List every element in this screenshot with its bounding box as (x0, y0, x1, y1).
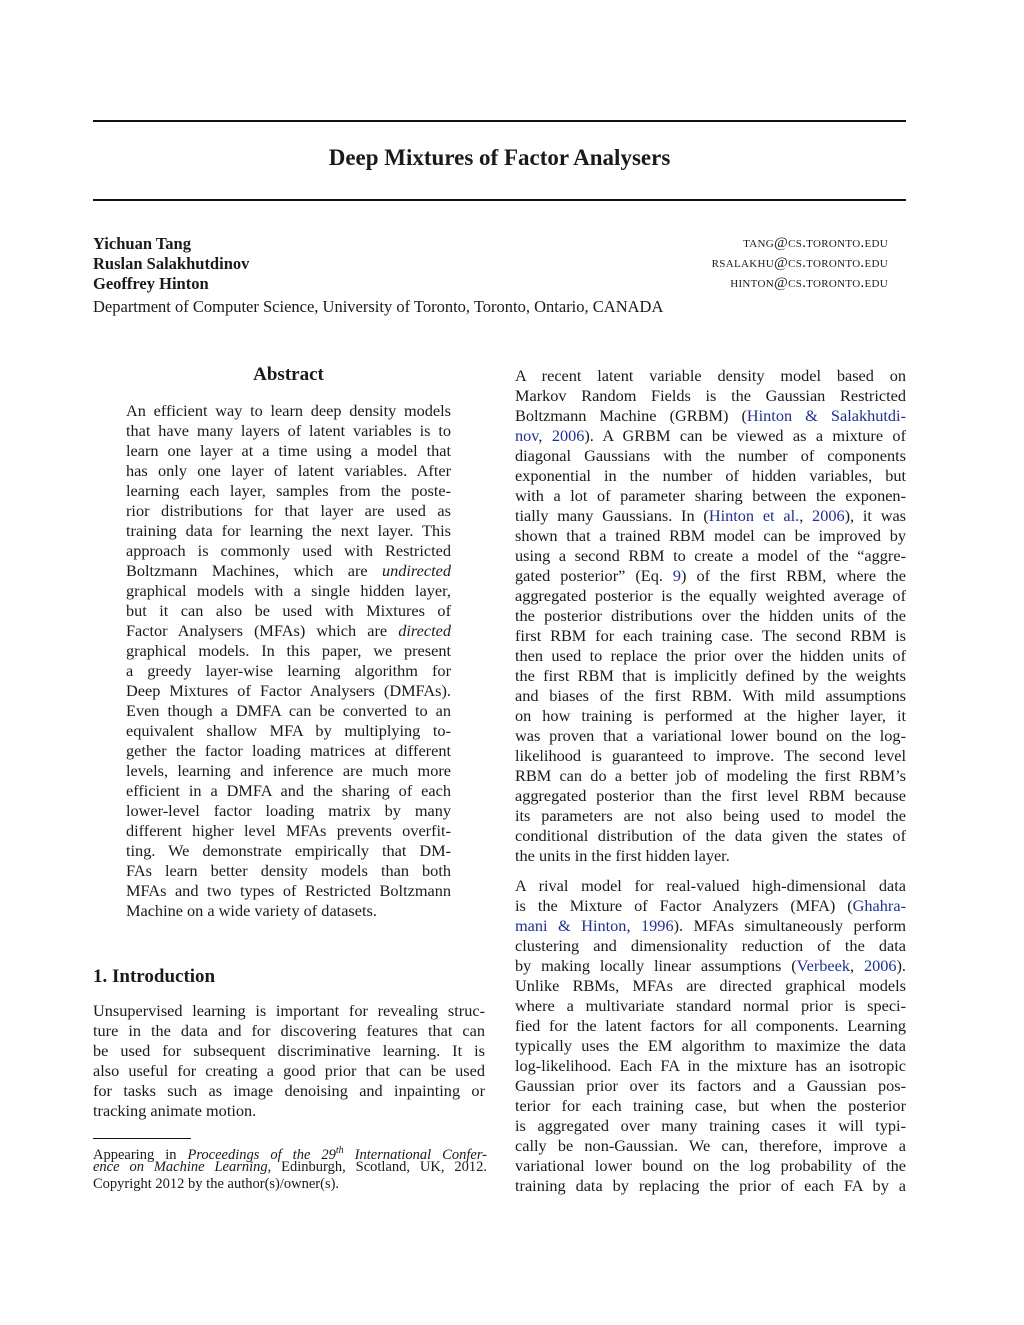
text-segment: likelihood is guaranteed to improve. The second level (515, 746, 906, 765)
text-segment: first RBM for each training case. The second RBM is (515, 626, 906, 645)
text-line (93, 1142, 487, 1163)
text-line (126, 521, 451, 541)
text-line (126, 861, 451, 881)
text-segment: has only one layer of latent variables. After (126, 461, 451, 480)
text-segment: , (538, 426, 552, 445)
text-line (515, 1156, 906, 1176)
text-line (515, 426, 906, 446)
text-line (515, 646, 906, 666)
text-line (93, 1176, 487, 1193)
italic-text: International Confer- (343, 1146, 487, 1163)
section-heading-introduction: 1. Introduction (93, 966, 216, 987)
text-segment: on how training is performed at the higher layer, it (515, 706, 906, 725)
text-segment: Deep Mixtures of Factor Analysers (DMFAs). (126, 681, 451, 700)
author-name: Ruslan Salakhutdinov (93, 254, 250, 273)
text-segment: then used to replace the prior over the hidden units of (515, 646, 906, 665)
text-segment: cally be non-Gaussian. We can, therefore, improve a (515, 1136, 906, 1155)
text-line (515, 996, 906, 1016)
text-line (515, 826, 906, 846)
text-line (126, 641, 451, 661)
text-segment: by making locally linear assumptions ( (515, 956, 797, 975)
text-line (126, 421, 451, 441)
text-line (93, 1101, 485, 1121)
text-segment: where a multivariate standard normal prior is speci- (515, 996, 906, 1015)
text-segment: levels, learning and inference are much more (126, 761, 451, 780)
text-line (93, 1041, 485, 1061)
text-line (515, 936, 906, 956)
text-segment: Factor Analysers (MFAs) which are (126, 621, 399, 640)
text-segment: training data for learning the next layer. This (126, 521, 451, 540)
text-segment: the posterior distributions over the hidden units of the (515, 606, 906, 625)
text-line (126, 441, 451, 461)
text-segment: the units in the first hidden layer. (515, 846, 730, 865)
text-line (515, 566, 906, 586)
text-segment: a greedy layer-wise learning algorithm for (126, 661, 451, 680)
text-line (515, 876, 906, 896)
text-line (515, 916, 906, 936)
text-segment: Unsupervised learning is important for revealing struc- (93, 1001, 485, 1020)
text-line (515, 1036, 906, 1056)
text-segment: is aggregated over many training cases it will typi- (515, 1116, 906, 1135)
text-segment: ). MFAs simultaneously perform (673, 916, 906, 935)
text-segment: exponential in the number of hidden variables, but (515, 466, 906, 485)
text-line (126, 801, 451, 821)
abstract-body (126, 401, 451, 921)
text-line (515, 386, 906, 406)
text-segment: A rival model for real-valued high-dimensional data (515, 876, 906, 895)
text-line (515, 466, 906, 486)
text-segment: using a second RBM to create a model of the “aggre- (515, 546, 906, 565)
text-segment: different higher level MFAs prevents overfit- (126, 821, 451, 840)
text-segment: Machine on a wide variety of datasets. (126, 901, 377, 920)
footnote (93, 1142, 487, 1193)
text-line (515, 1056, 906, 1076)
text-line (515, 1076, 906, 1096)
text-segment: graphical models with a single hidden layer, (126, 581, 451, 600)
text-segment: learning each layer, samples from the poste- (126, 481, 451, 500)
text-line (126, 601, 451, 621)
text-segment: was proven that a variational lower bound on the log- (515, 726, 906, 745)
text-segment: Boltzmann Machine (GRBM) ( (515, 406, 747, 425)
text-line (515, 956, 906, 976)
text-segment: gether the factor loading matrices at different (126, 741, 451, 760)
text-line (515, 626, 906, 646)
affiliation: Department of Computer Science, University of Toronto, Toronto, Ontario, CANADA (93, 297, 664, 316)
text-line (515, 686, 906, 706)
text-segment: equivalent shallow MFA by multiplying to- (126, 721, 451, 740)
text-segment: shown that a trained RBM model can be improved by (515, 526, 906, 545)
text-segment: log-likelihood. Each FA in the mixture has an isotropic (515, 1056, 906, 1075)
text-line (515, 1176, 906, 1196)
text-line (93, 1021, 485, 1041)
text-segment: be used for subsequent discriminative learning. It is (93, 1041, 485, 1060)
italic-text: Proceedings of the 29 (187, 1146, 336, 1163)
superscript: th (335, 1145, 344, 1156)
text-segment: variational lower bound on the log probability of the (515, 1156, 906, 1175)
author-name: Yichuan Tang (93, 234, 191, 253)
text-segment: ) of the first RBM, where the (681, 566, 906, 585)
text-line (515, 406, 906, 426)
text-line (515, 806, 906, 826)
text-line (515, 486, 906, 506)
footnote-rule (93, 1138, 191, 1139)
italic-text: ence on Machine Learning (93, 1159, 268, 1175)
text-line (515, 506, 906, 526)
text-segment: diagonal Gaussians with the number of components (515, 446, 906, 465)
text-line (126, 681, 451, 701)
citation-link[interactable]: Ghahra- (852, 896, 906, 915)
text-line (515, 726, 906, 746)
text-segment: ting. We demonstrate empirically that DM- (126, 841, 451, 860)
text-line (515, 786, 906, 806)
text-line (515, 666, 906, 686)
text-line (515, 896, 906, 916)
text-segment: ). (896, 956, 906, 975)
text-line (515, 1116, 906, 1136)
text-segment: graphical models. In this paper, we present (126, 641, 451, 660)
citation-link[interactable]: nov (515, 426, 539, 445)
text-line (515, 1016, 906, 1036)
text-line (126, 481, 451, 501)
text-line (126, 821, 451, 841)
text-segment: Even though a DMFA can be converted to an (126, 701, 451, 720)
text-line (515, 706, 906, 726)
text-segment: Appearing in (93, 1146, 188, 1163)
text-segment: terior for each training case, but when the posterior (515, 1096, 906, 1115)
text-segment: Gaussian prior over its factors and a Gaussian pos- (515, 1076, 906, 1095)
text-segment: ture in the data and for discovering features that can (93, 1021, 485, 1040)
text-segment: , Edinburgh, Scotland, UK, 2012. (267, 1159, 487, 1175)
text-line (515, 446, 906, 466)
text-line (126, 901, 451, 921)
citation-link[interactable]: mani & Hinton (515, 916, 627, 935)
text-line (515, 976, 906, 996)
text-segment: training data by replacing the prior of each FA by a (515, 1176, 906, 1195)
text-line (126, 661, 451, 681)
text-segment: Unlike RBMs, MFAs are directed graphical models (515, 976, 906, 995)
text-line (126, 881, 451, 901)
intro-paragraph (93, 1001, 485, 1121)
text-line (515, 1136, 906, 1156)
text-line (515, 1096, 906, 1116)
text-segment: tially many Gaussians. In ( (515, 506, 709, 525)
author-email: tang@cs.toronto.edu (743, 235, 888, 251)
text-segment: RBM can do a better job of modeling the first RBM’s (515, 766, 906, 785)
text-segment: tracking animate motion. (93, 1101, 257, 1120)
author-email: rsalakhu@cs.toronto.edu (711, 255, 888, 271)
text-line (126, 761, 451, 781)
text-line (515, 846, 906, 866)
text-segment: approach is commonly used with Restricted (126, 541, 451, 560)
right-paragraph-2 (515, 876, 906, 1196)
text-line (93, 1081, 485, 1101)
citation-link[interactable]: Verbeek (796, 956, 851, 975)
text-segment: gated posterior” (Eq. (515, 566, 673, 585)
text-line (93, 1001, 485, 1021)
text-segment: the first RBM that is implicitly defined by the weights (515, 666, 906, 685)
text-segment: ), it was (844, 506, 907, 525)
text-line (515, 766, 906, 786)
text-segment: aggregated posterior than the first level RBM because (515, 786, 906, 805)
text-line (126, 841, 451, 861)
italic-text: directed (398, 621, 451, 640)
text-line (93, 1159, 487, 1176)
citation-link[interactable]: 2006 (863, 956, 897, 975)
text-segment: typically uses the EM algorithm to maximize the data (515, 1036, 906, 1055)
text-segment: is the Mixture of Factor Analyzers (MFA) ( (515, 896, 853, 915)
paper-title: Deep Mixtures of Factor Analysers (328, 145, 671, 170)
text-line (126, 781, 451, 801)
title-bottom-rule (93, 199, 906, 201)
text-line (126, 401, 451, 421)
text-line (515, 546, 906, 566)
text-segment: , (626, 916, 642, 935)
text-segment: rior distributions for that layer are used as (126, 501, 451, 520)
text-segment: that have many layers of latent variables is to (126, 421, 451, 440)
text-segment: efficient in a DMFA and the sharing of each (126, 781, 451, 800)
text-segment: Copyright 2012 by the author(s)/owner(s). (93, 1176, 340, 1192)
right-paragraph-1 (515, 366, 906, 866)
text-segment: clustering and dimensionality reduction of the data (515, 936, 906, 955)
text-segment: , (799, 506, 813, 525)
text-segment: aggregated posterior is the equally weighted average of (515, 586, 906, 605)
text-segment: for tasks such as image denoising and inpainting or (93, 1081, 485, 1100)
text-line (126, 541, 451, 561)
text-segment: , (850, 956, 864, 975)
text-line (126, 501, 451, 521)
text-line (126, 701, 451, 721)
text-line (515, 746, 906, 766)
text-segment: but it can also be used with Mixtures of (126, 601, 451, 620)
text-segment: lower-level factor loading matrix by many (126, 801, 451, 820)
text-segment: Markov Random Fields is the Gaussian Restricted (515, 386, 906, 405)
text-segment: its parameters are not also being used to model the (515, 806, 906, 825)
citation-link[interactable]: 9 (672, 566, 682, 585)
text-line (126, 721, 451, 741)
text-segment: MFAs and two types of Restricted Boltzmann (126, 881, 451, 900)
text-segment: A recent latent variable density model based on (515, 366, 906, 385)
text-line (515, 586, 906, 606)
text-line (126, 561, 451, 581)
text-segment: learn one layer at a time using a model that (126, 441, 451, 460)
text-segment: and biases of the first RBM. With mild assumptions (515, 686, 906, 705)
text-line (515, 526, 906, 546)
abstract-heading: Abstract (253, 364, 324, 385)
author-name: Geoffrey Hinton (93, 274, 209, 293)
text-line (126, 741, 451, 761)
text-line (126, 621, 451, 641)
text-segment: Boltzmann Machines, which are (126, 561, 382, 580)
top-rule (93, 120, 906, 122)
text-line (126, 461, 451, 481)
text-line (515, 366, 906, 386)
author-email: hinton@cs.toronto.edu (730, 275, 888, 291)
text-segment: with a lot of parameter sharing between the exponen- (515, 486, 906, 505)
text-line (515, 606, 906, 626)
text-segment: FAs learn better density models than both (126, 861, 451, 880)
citation-link[interactable]: Hinton et al. (708, 506, 800, 525)
italic-text: undirected (381, 561, 451, 580)
text-segment: also useful for creating a good prior that can be used (93, 1061, 485, 1080)
citation-link[interactable]: Hinton & Salakhutdi- (746, 406, 906, 425)
text-line (93, 1061, 485, 1081)
text-segment: conditional distribution of the data given the states of (515, 826, 906, 845)
text-line (126, 581, 451, 601)
text-segment: ). A GRBM can be viewed as a mixture of (584, 426, 906, 445)
text-segment: fied for the latent factors for all components. Learning (515, 1016, 906, 1035)
citation-link[interactable]: 2006 (812, 506, 845, 525)
citation-link[interactable]: 1996 (641, 916, 674, 935)
citation-link[interactable]: 2006 (551, 426, 585, 445)
text-segment: An efficient way to learn deep density models (126, 401, 451, 420)
